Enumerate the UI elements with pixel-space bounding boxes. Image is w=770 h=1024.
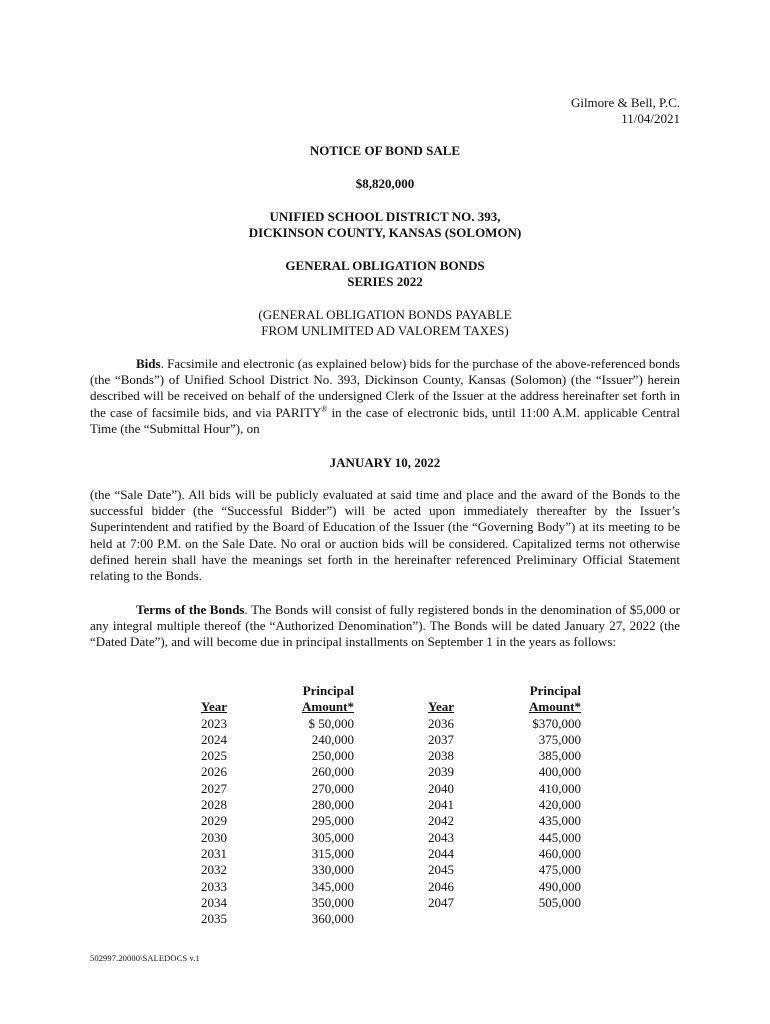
year-header: Year (201, 699, 227, 715)
issuer-line-2: DICKINSON COUNTY, KANSAS (SOLOMON) (248, 225, 522, 241)
maturity-amount: 505,000 (538, 894, 581, 910)
maturity-amount: 375,000 (538, 731, 581, 747)
bonds-line-1: GENERAL OBLIGATION BONDS (285, 258, 485, 273)
maturity-amount: 305,000 (311, 829, 354, 845)
maturity-year: 2029 (201, 813, 227, 829)
terms-text: . The Bonds will consist of fully registered bonds in the denomination of $5,000 or any integral multiple thereof (the “Authorized Denomination”). The Bonds will be dated January 27, 2022 (the “Dated Date”), and will become due in principal installments on September 1 in the years as follows: (90, 602, 680, 650)
left-year-column (201, 683, 227, 927)
maturity-amount: 315,000 (311, 845, 354, 861)
maturity-year: 2034 (201, 894, 227, 910)
maturity-year: 2040 (428, 780, 454, 796)
maturity-year: 2039 (428, 764, 454, 780)
maturity-year: 2047 (428, 894, 454, 910)
right-amount-column (497, 683, 581, 911)
maturity-amount: 345,000 (311, 878, 354, 894)
notice-title: NOTICE OF BOND SALE (309, 143, 461, 158)
maturity-year: 2031 (201, 845, 227, 861)
maturity-amount: 445,000 (538, 829, 581, 845)
document-date: 11/04/2021 (621, 111, 680, 126)
maturity-amount: 350,000 (311, 894, 354, 910)
maturity-year: 2033 (201, 878, 227, 894)
maturity-amount: 295,000 (311, 813, 354, 829)
maturity-year: 2023 (201, 715, 227, 731)
bond-amount: $8,820,000 (355, 176, 415, 191)
maturity-amount: 260,000 (311, 764, 354, 780)
maturity-year: 2045 (428, 862, 454, 878)
maturity-year: 2036 (428, 715, 454, 731)
amount-header-line-1: Principal (529, 683, 581, 698)
amount-header-line-1: Principal (302, 683, 354, 698)
maturity-year: 2042 (428, 813, 454, 829)
bids-heading: Bids (136, 356, 161, 371)
maturity-amount: 385,000 (538, 748, 581, 764)
maturity-amount: 400,000 (538, 764, 581, 780)
maturity-amount: 240,000 (311, 731, 354, 747)
bids-text-end: in the case of electronic bids, until 11:00 A.M. applicable Central Time (the “Submittal Hour”), on (90, 404, 681, 436)
maturity-amount: 460,000 (538, 845, 581, 861)
maturity-year: 2032 (201, 862, 227, 878)
maturity-amount: $ 50,000 (308, 715, 354, 731)
maturity-year: 2044 (428, 845, 454, 861)
sale-paragraph: (the “Sale Date”). All bids will be publicly evaluated at said time and place and the award of the Bonds to the successful bidder (the “Successful Bidder”) will be acted upon immediately thereafter by the Issuer’s Superintendent and ratified by the Board of Education of the Issuer (the “Governing Body”) at its meeting to be held at 7:00 P.M. on the Sale Date. No oral or auction bids will be considered. Capitalized terms not otherwise defined herein shall have the meanings set forth in the hereinafter referenced Preliminary Official Statement relating to the Bonds. (90, 487, 680, 584)
bids-paragraph (90, 356, 680, 437)
amount-header-line-2: Amount* (528, 699, 581, 715)
maturity-year: 2037 (428, 731, 454, 747)
right-year-column (428, 683, 454, 911)
maturity-year: 2038 (428, 748, 454, 764)
registered-mark: ® (321, 404, 328, 414)
firm-name: Gilmore & Bell, P.C. (570, 95, 680, 110)
bonds-line-2: SERIES 2022 (347, 274, 423, 290)
bids-text: . Facsimile and electronic (as explained below) bids for the purchase of the above-referenced bonds (the “Bonds”) of Unified School District No. 393, Dickinson County, Kansas (Solomon) (the “Issuer”) herein described will be received on behalf of the undersigned Clerk of the Issuer at the address hereinafter set forth in the case of facsimile bids, and via PARITY (90, 356, 680, 420)
maturity-amount: 250,000 (311, 748, 354, 764)
maturity-amount: 280,000 (311, 797, 354, 813)
document-footer: 502997.20000\SALEDOCS v.1 (90, 953, 200, 963)
maturity-year: 2035 (201, 911, 227, 927)
maturity-year: 2025 (201, 748, 227, 764)
firm-header (571, 95, 680, 127)
payable-note (90, 307, 680, 339)
year-header: Year (428, 699, 454, 715)
issuer-line-1: UNIFIED SCHOOL DISTRICT NO. 393, (269, 209, 501, 224)
maturity-year: 2028 (201, 797, 227, 813)
left-amount-column (270, 683, 354, 927)
payable-line-2: FROM UNLIMITED AD VALOREM TAXES) (261, 323, 509, 339)
terms-heading: Terms of the Bonds (136, 602, 245, 617)
issuer-name (90, 209, 680, 241)
amount-header-line-2: Amount* (301, 699, 354, 715)
sale-date: JANUARY 10, 2022 (329, 455, 441, 470)
maturity-amount: 475,000 (538, 862, 581, 878)
maturity-amount: 330,000 (311, 862, 354, 878)
maturity-amount: 435,000 (538, 813, 581, 829)
terms-paragraph (90, 602, 680, 651)
maturity-year: 2041 (428, 797, 454, 813)
maturity-amount: 490,000 (538, 878, 581, 894)
payable-line-1: (GENERAL OBLIGATION BONDS PAYABLE (258, 307, 512, 322)
maturity-year: 2027 (201, 780, 227, 796)
maturity-year: 2043 (428, 829, 454, 845)
maturity-year: 2026 (201, 764, 227, 780)
maturity-amount: 270,000 (311, 780, 354, 796)
maturity-amount: 410,000 (538, 780, 581, 796)
maturity-amount: 420,000 (538, 797, 581, 813)
maturity-year: 2024 (201, 731, 227, 747)
maturity-year: 2030 (201, 829, 227, 845)
maturity-amount: 360,000 (311, 911, 354, 927)
maturity-year: 2046 (428, 878, 454, 894)
maturity-amount: $370,000 (532, 715, 581, 731)
bond-series (90, 258, 680, 290)
